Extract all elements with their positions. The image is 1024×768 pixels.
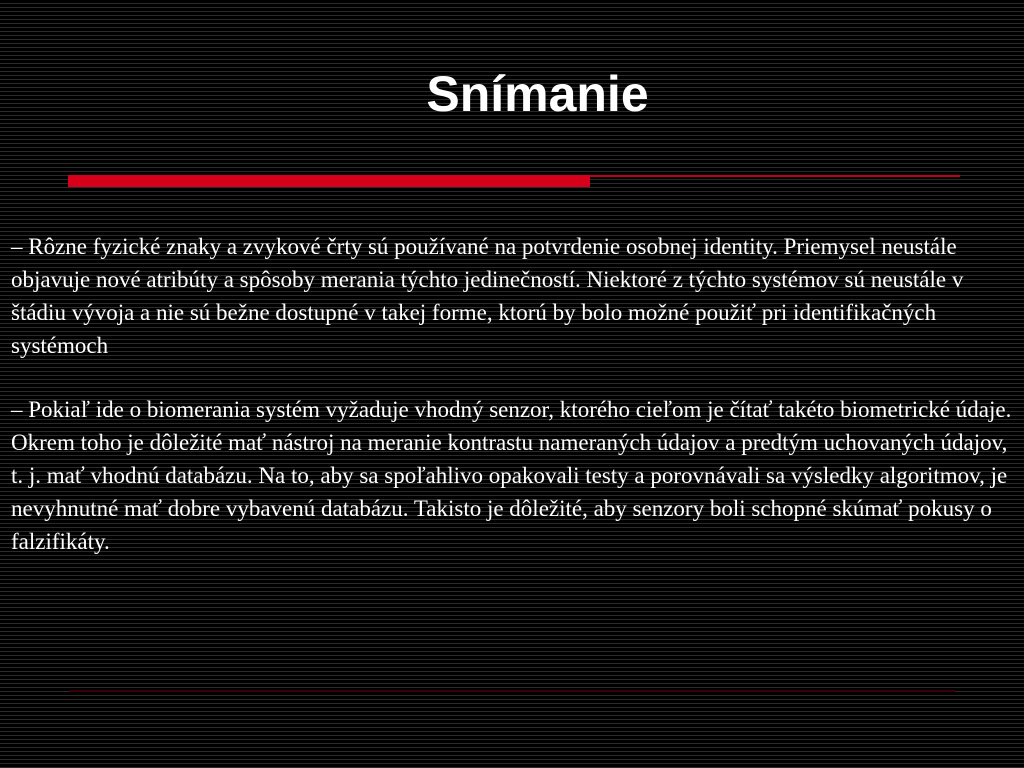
slide-body — [11, 230, 1016, 589]
footer-divider — [70, 690, 955, 692]
slide-title: Snímanie — [426, 66, 649, 122]
body-paragraph-2: – Pokiaľ ide o biomerania systém vyžaduje vhodný senzor, ktorého cieľom je čítať takéto biometrické údaje. Okrem toho je dôležité mať nástroj na meranie kontrastu nameraných údajov a predtým uchovaných údajov, t. j. mať vhodnú databázu. Na to, aby sa spoľahlivo opakovali testy a porovnávali sa výsledky algoritmov, je nevyhnutné mať dobre vybavenú databázu. Takisto je dôležité, aby senzory boli schopné skúmať pokusy o falzifikáty. — [11, 397, 1012, 554]
body-paragraph-1: – Rôzne fyzické znaky a zvykové črty sú používané na potvrdenie osobnej identity. Priemysel neustále objavuje nové atribúty a spôsoby merania týchto jedinečností. Niektoré z týchto systémov sú neustále v štádiu vývoja a nie sú bežne dostupné v takej forme, ktorú by bolo možné použiť pri identifikačných systémoch — [11, 234, 964, 358]
title-underline-thick — [68, 175, 590, 187]
title-underline-thin — [590, 175, 960, 177]
